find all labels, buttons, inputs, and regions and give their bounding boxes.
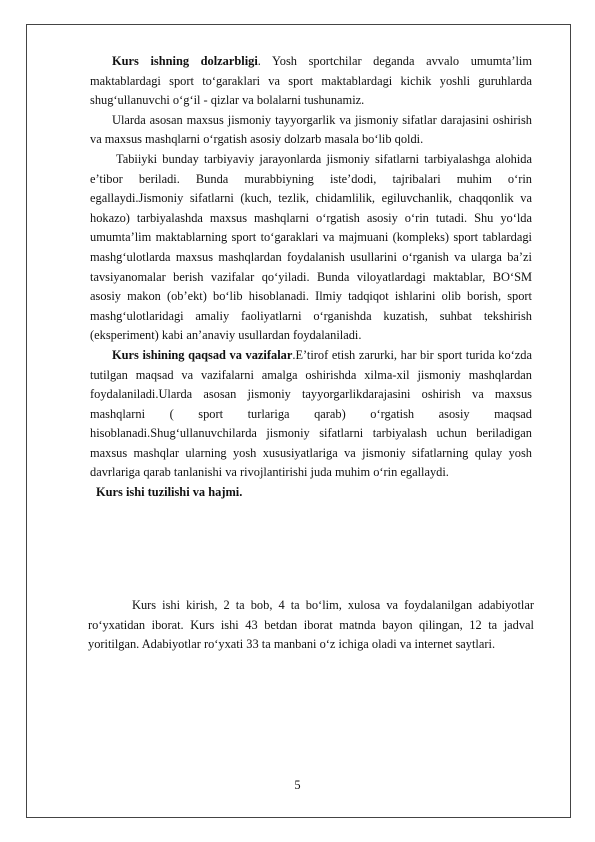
page-number: 5: [294, 778, 301, 792]
paragraph-relevance: [90, 52, 532, 111]
heading-goals: Kurs ishining qaqsad va vazifalar: [112, 347, 293, 362]
paragraph-structure: Kurs ishi kirish, 2 ta bob, 4 ta bo‘lim, xulosa va foydalanilgan adabiyotlar ro‘yxatidan iborat. Kurs ishi 43 betdan iborat matnda bayon qilingan, 12 ta jadval yoritilgan. Adabiyotlar ro‘yxati 33 ta manbani o‘z ichiga oladi va internet saytlari.: [88, 598, 534, 652]
goals-text: .E’tirof etish zarurki, har bir sport turida ko‘zda tutilgan maqsad va vazifalarni amalga oshirishda xilma-xil jismoniy mashqlardan foydalaniladi.Ularda asosan jismoniy tayyorgarlikdarajasini oshirish va maxsus mashqlarni ( sport turlariga qarab) o‘rgatish asosiy maqsad hisoblanadi.Shug‘ullanuvchilarda jismoniy sifatlarni tarbiyalash uchun beriladigan maxsus mashqlar ularning yosh xususiyatlariga va jismoniy sifatlarning qulay yosh davrlariga qarab tanlanishi va rivojlantirishi juda muhim o‘rin egallaydi.: [90, 347, 533, 480]
heading-structure: Kurs ishi tuzilishi va hajmi.: [96, 485, 243, 500]
heading-relevance: Kurs ishning dolzarbligi: [112, 54, 258, 68]
relevance-text: . Yosh sportchilar deganda avvalo umumta’lim maktablardagi sport to‘garaklari va sport maktablardagi kichik yoshli guruhlarda shug‘ullanuvchi o‘g‘il - qizlar va bolalarni tushunamiz.: [90, 54, 532, 108]
document-body: [90, 52, 532, 503]
paragraph-upbringing: Tabiiyki bunday tarbiyaviy jarayonlarda jismoniy sifatlarni tarbiyalashga alohida e’tibor beriladi. Bunda murabbiyning iste’dodi, tajribalari muhim o‘rin egallaydi.Jismoniy sifatlarni (kuch, tezlik, chidamlilik, egiluvchanlik, chaqqonlik va hokazo) tarbiyalashda maxsus mashqlarni o‘rgatish asosiy o‘rin tutadi. Shu yo‘lda umumta’lim maktablarning sport to‘garaklari va majmuani (kompleks) sport tablardagi mashg‘ulotlarda maxsus mashqlardan foydalanish usullarini o‘rganish va ularga ba’zi tavsiyanomalar berish vazifalar qo‘yiladi. Bunda viloyatlardagi maktablar, BO‘SM asosiy makon (ob’ekt) bo‘lib hisoblanadi. Ilmiy tadqiqot ishlarini olib borish, sport mashg‘ulotlaridagi amaliy faoliyatlarni o‘rganishda kuzatish, suhbat tekshirish (eksperiment) kabi an’anaviy usullardan foydalaniladi.: [90, 151, 532, 343]
paragraph-training: Ularda asosan maxsus jismoniy tayyorgarlik va jismoniy sifatlar darajasini oshirish va maxsus mashqlarni o‘rgatish asosiy dolzarb masala bo‘lib qoldi.: [90, 112, 532, 147]
paragraph-goals: [90, 346, 532, 483]
